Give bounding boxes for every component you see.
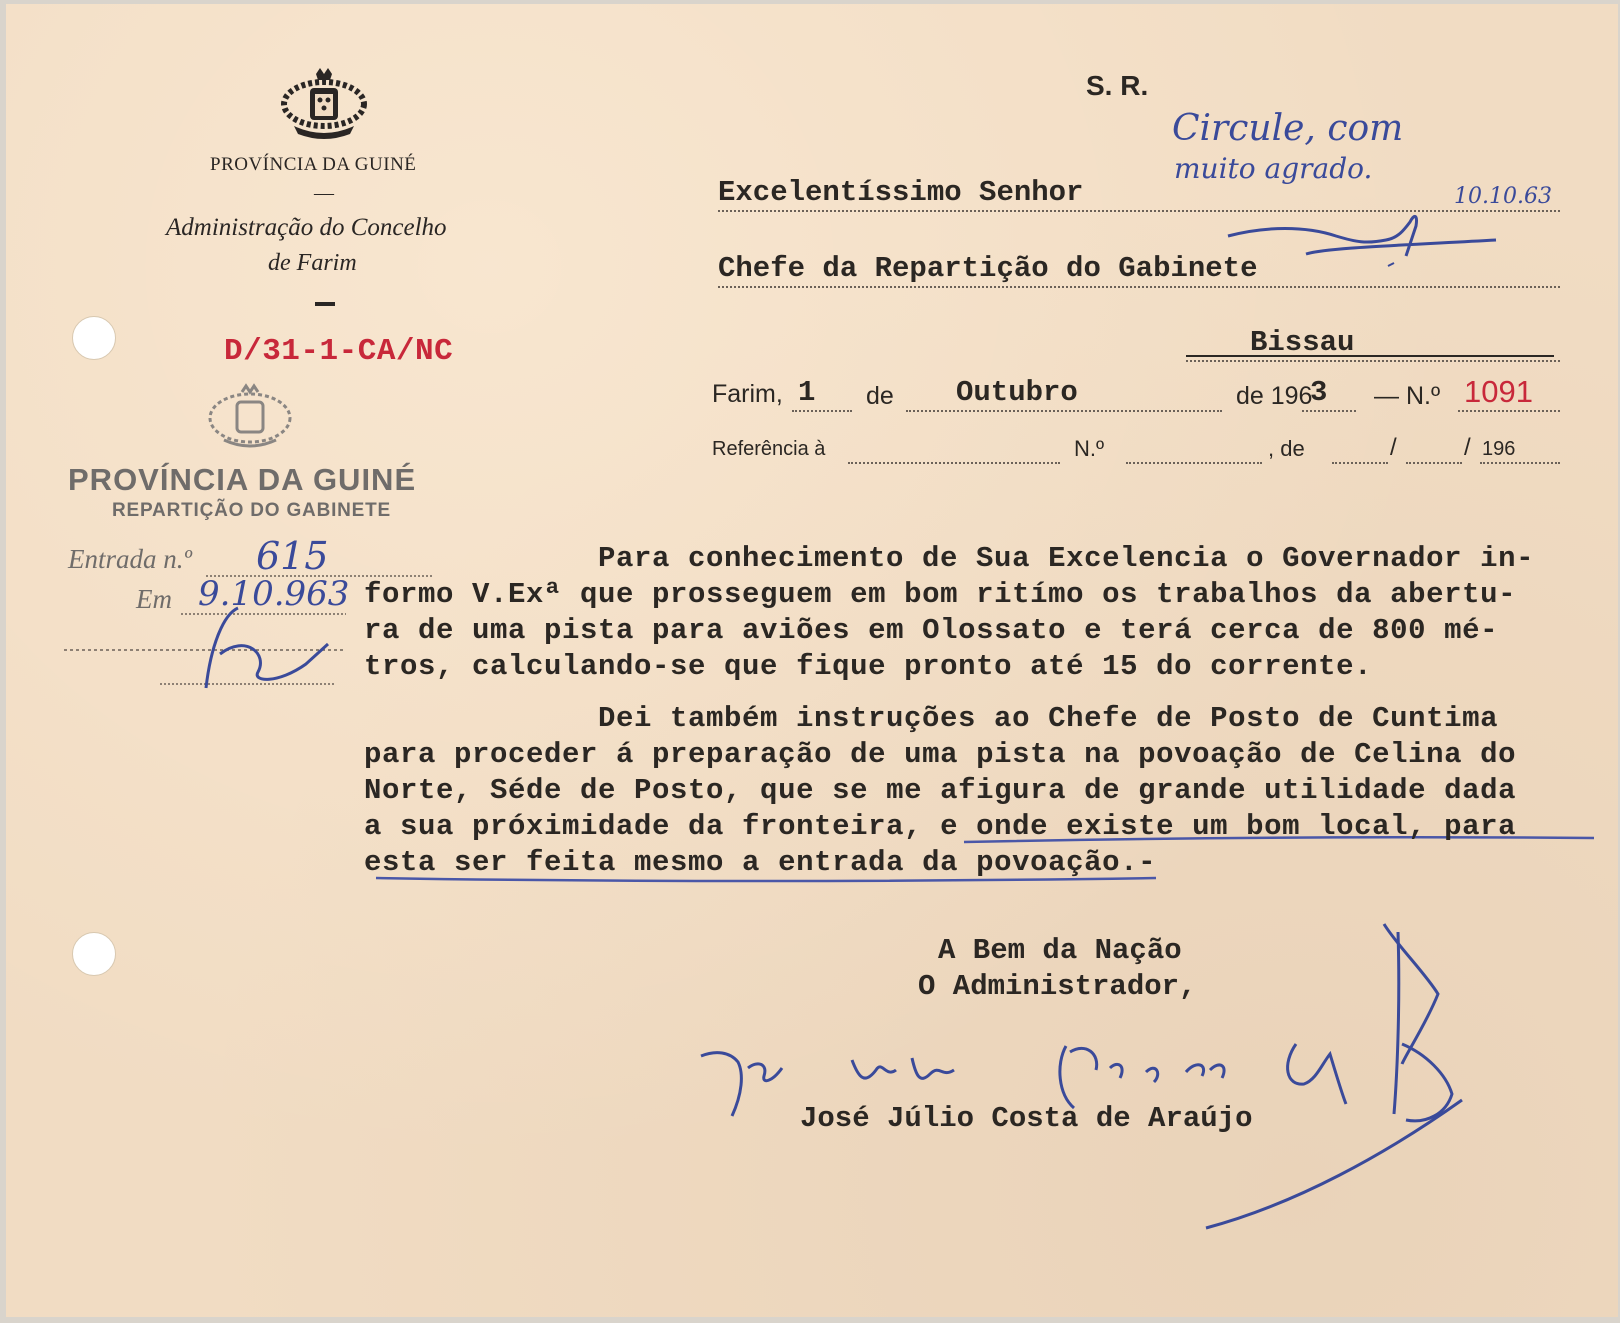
paragraph1-line2: formo V.Exª que prosseguem em bom ritímo os trabalhos da abertu-	[364, 578, 1517, 611]
reference-label: Referência à	[712, 438, 826, 460]
paragraph2-line4: a sua próximidade da fronteira, e onde existe um bom local, para	[364, 810, 1517, 843]
signature-name: José Júlio Costa de Araújo	[800, 1102, 1253, 1135]
dateline-number: 1091	[1464, 374, 1533, 409]
dateline-year-suffix: 3	[1310, 376, 1328, 409]
paragraph1-line3: ra de uma pista para aviões em Olossato e terá cerca de 800 mé-	[364, 614, 1499, 647]
reference-code: D/31-1-CA/NC	[224, 334, 454, 369]
dateline-place: Farim,	[712, 380, 783, 408]
coat-of-arms-icon	[284, 68, 364, 139]
letterhead-dash: —	[314, 182, 334, 204]
document-page	[6, 4, 1618, 1317]
paragraph2-line5: esta ser feita mesmo a entrada da povoação.-	[364, 846, 1157, 879]
letterhead-province: PROVÍNCIA DA GUINÉ	[210, 154, 417, 175]
addressee-line1: Excelentíssimo Senhor	[718, 176, 1084, 209]
reference-year: 196	[1482, 438, 1516, 460]
reference-de: , de	[1268, 436, 1305, 461]
dateline-number-label: — N.º	[1374, 382, 1441, 410]
paragraph2-line2: para proceder á preparação de uma pista na povoação de Celina do	[364, 738, 1517, 771]
addressee-line2: Chefe da Repartição do Gabinete	[718, 252, 1258, 285]
reference-number-label: N.º	[1074, 436, 1105, 461]
annotation-date: 10.10.63	[1454, 184, 1552, 209]
paragraph2-line1: Dei também instruções ao Chefe de Posto de Cuntima	[598, 702, 1499, 735]
stamp-em-label: Em	[136, 584, 172, 614]
reference-slash1: /	[1390, 434, 1397, 461]
addressee-city: Bissau	[1250, 326, 1355, 359]
stamp-province: PROVÍNCIA DA GUINÉ	[68, 462, 417, 497]
sr-heading: S. R.	[1086, 70, 1149, 101]
closing-line2: O Administrador,	[918, 970, 1197, 1003]
annotation-line1: Circule, com	[1172, 108, 1404, 149]
paragraph1-line4: tros, calculando-se que fique pronto até 15 do corrente.	[364, 650, 1373, 683]
stamp-entrada-value: 615	[256, 534, 329, 578]
dateline-year-prefix: de 196	[1236, 382, 1313, 410]
closing-line1: A Bem da Nação	[938, 934, 1182, 967]
dateline-de: de	[866, 382, 894, 410]
letterhead-admin-line1: Administração do Concelho	[166, 214, 447, 241]
stamp-crest-icon	[210, 386, 290, 446]
stamp-department: REPARTIÇÃO DO GABINETE	[112, 500, 392, 521]
reference-slash2: /	[1464, 434, 1471, 461]
divider-bar	[315, 302, 335, 306]
paragraph1-line1: Para conhecimento de Sua Excelencia o Governador in-	[598, 542, 1535, 575]
dateline-day: 1	[798, 376, 816, 409]
letterhead-admin-line2: de Farim	[268, 250, 357, 276]
stamp-entrada-label: Entrada n.º	[68, 544, 192, 574]
dateline-month: Outubro	[956, 376, 1078, 409]
stamp-em-value: 9.10.963	[198, 574, 350, 614]
annotation-line2: muito agrado.	[1174, 152, 1373, 185]
paragraph2-line3: Norte, Séde de Posto, que se me afigura de grande utilidade dada	[364, 774, 1517, 807]
